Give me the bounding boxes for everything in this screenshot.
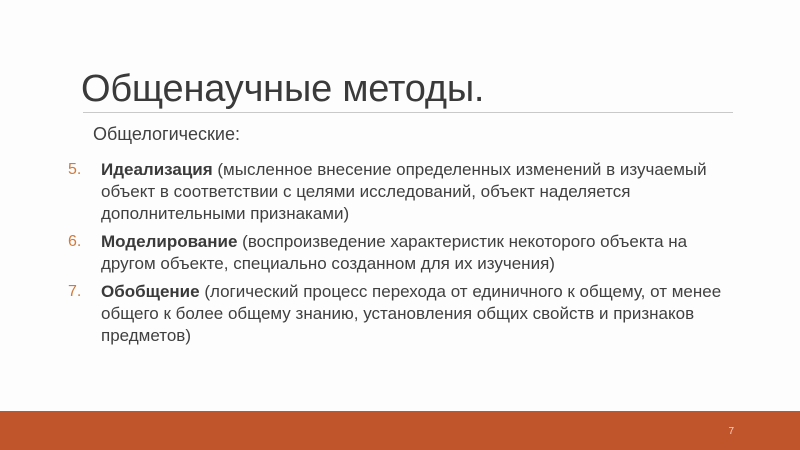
item-text	[101, 281, 728, 347]
list-item	[68, 159, 728, 225]
slide-title: Общенаучные методы.	[81, 68, 485, 110]
item-text	[101, 231, 728, 275]
item-number: 7.	[68, 283, 82, 300]
item-text	[101, 159, 728, 225]
item-description: (логический процесс перехода от единичного к общему, от менее общего к более общему знанию, установления общих свойств и признаков предметов)	[101, 282, 722, 345]
title-divider	[83, 112, 733, 113]
list-item	[68, 231, 728, 275]
footer-bar	[0, 411, 800, 450]
item-term: Идеализация	[101, 160, 213, 179]
methods-list	[68, 159, 728, 353]
item-description: (воспроизведение характеристик некоторого объекта на другом объекте, специально созданном для их изучения)	[101, 232, 688, 273]
item-term: Обобщение	[101, 282, 200, 301]
item-description: (мысленное внесение определенных изменений в изучаемый объект в соответствии с целями исследований, объект наделяется дополнительными признаками)	[101, 160, 707, 223]
subheading: Общелогические:	[93, 124, 240, 144]
page-number: 7	[728, 426, 734, 437]
list-item	[68, 281, 728, 347]
item-number: 5.	[68, 161, 82, 178]
item-number: 6.	[68, 233, 82, 250]
item-term: Моделирование	[101, 232, 238, 251]
